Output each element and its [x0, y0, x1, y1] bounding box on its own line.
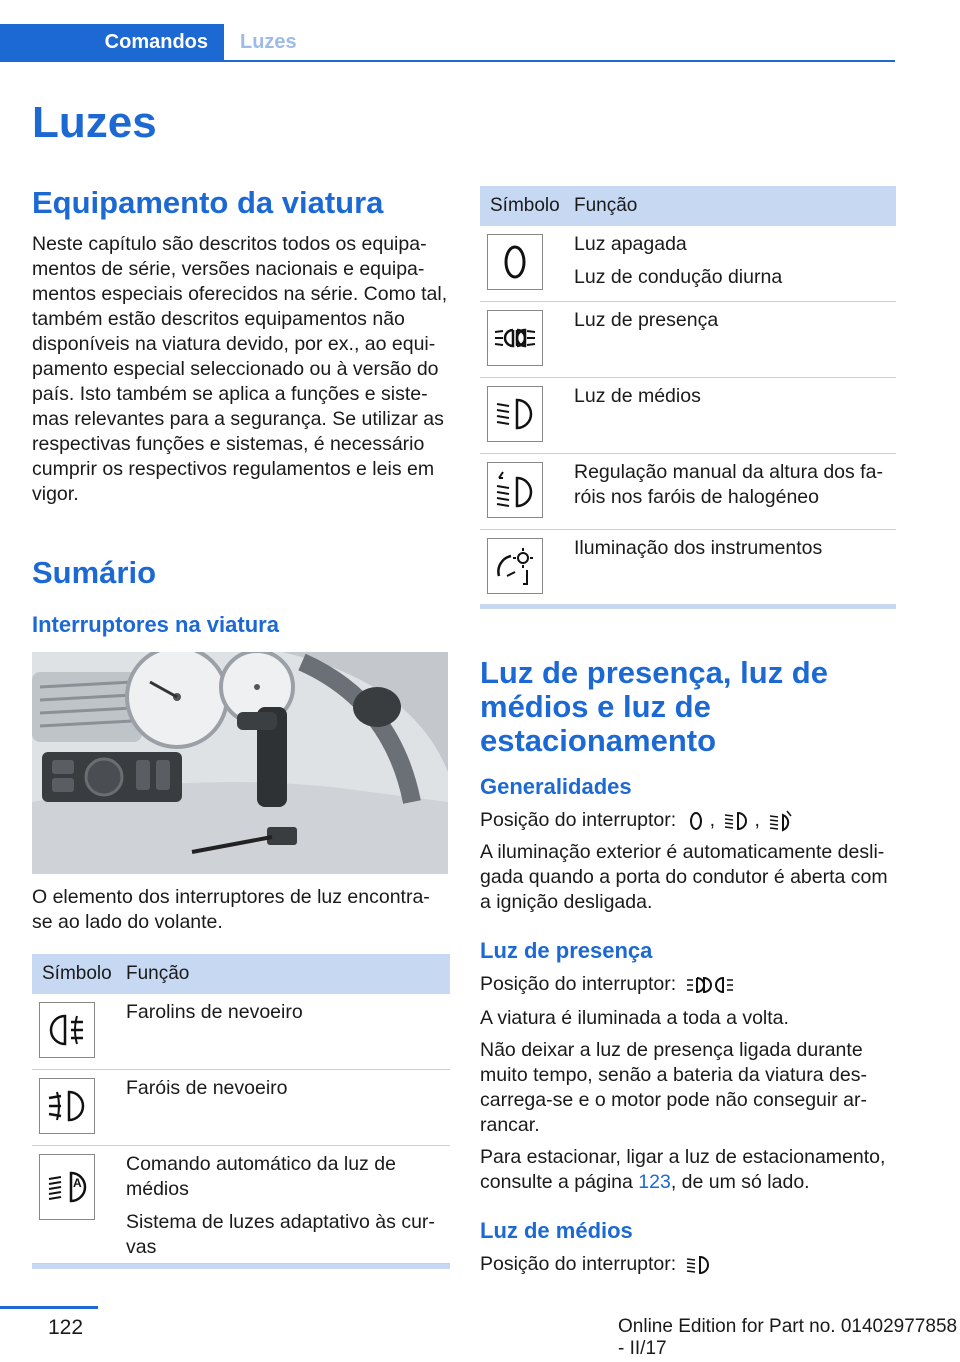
paragraph-elemento: O elemento dos interruptores de luz encontra-se ao lado do volante. [32, 886, 430, 933]
heading-interruptores: Interruptores na viatura [32, 612, 279, 637]
table-end-bar [32, 1264, 450, 1269]
table-row [32, 1146, 450, 1264]
heading-equipamento: Equipamento da viatura [32, 185, 384, 220]
auto-headlight-icon [39, 1154, 95, 1220]
heading-generalidades: Generalidades [480, 774, 632, 799]
heading-luz-medios: Luz de médios [480, 1218, 633, 1243]
row-function-text: Luz apagada [574, 233, 687, 255]
paragraph-para-estacionar [480, 1145, 896, 1195]
svg-text:A: A [73, 1176, 82, 1190]
label-posicao: Posição do interruptor: [480, 973, 677, 995]
text-um-so-lado: , de um só lado. [670, 1171, 810, 1193]
auto-headlight-icon [769, 810, 795, 832]
row-function-text: Iluminação dos instrumentos [574, 537, 823, 559]
table-row [32, 994, 450, 1070]
paragraph-iluminada: A viatura é iluminada a toda a volta. [480, 1007, 789, 1029]
parking-light-icon [487, 310, 543, 366]
separator: , [754, 809, 760, 831]
table-row [32, 1070, 450, 1146]
row-function-text: Comando automático da luz de médios [126, 1153, 396, 1200]
separator: , [709, 809, 716, 831]
row-function-text: Sistema de luzes adaptativo às curvas [126, 1211, 435, 1258]
headlight-range-icon [487, 462, 543, 518]
light-off-icon [686, 810, 706, 832]
tab-comandos[interactable]: Comandos [0, 24, 224, 61]
label-posicao: Posição do interruptor: [480, 1253, 677, 1275]
col-symbol: Símbolo [490, 195, 560, 216]
label-posicao: Posição do interruptor: [480, 809, 677, 831]
light-off-icon [487, 234, 543, 290]
table-row [480, 378, 896, 454]
row-function-text: Regulação manual da altura dos faróis nos faróis de halogéneo [574, 461, 883, 508]
table-row [480, 226, 896, 302]
paragraph-auto-off: A iluminação exterior é automaticamente desligada quando a porta do condutor é aberta com a ignição desligada. [480, 841, 888, 913]
dashboard-illustration [32, 652, 448, 874]
page-link-123[interactable]: 123 [638, 1171, 671, 1193]
low-beam-icon [487, 386, 543, 442]
right-symbol-table [480, 186, 896, 609]
dashboard-photo [32, 652, 448, 874]
edition-text: Online Edition for Part no. 01402977858 - II/17 [618, 1316, 958, 1359]
front-fog-light-icon [39, 1078, 95, 1134]
col-function: Função [126, 963, 190, 984]
row-function-text: Luz de condução diurna [574, 266, 783, 288]
paragraph-equipamento: Neste capítulo são descritos todos os equipamentos de série, versões nacionais e equipamentos especiais oferecidos na série. Como tal, também estão descritos equipamentos não disponíveis na viatura devido, por ex., ao equipamento especial seleccionado ou à versão do país. Isto também se aplica a funções e sistemas relevantes para a segurança. Se utilizar as respectivas funções e sistemas, é necessário cumprir os respectivos regulamentos e leis em vigor. [32, 233, 448, 505]
heading-luz-presenca: Luz de presença [480, 938, 653, 963]
paragraph-posicao-1 [480, 808, 896, 833]
table-row [480, 454, 896, 530]
heading-sumario: Sumário [32, 555, 157, 590]
paragraph-posicao-3 [480, 1252, 896, 1277]
col-function: Função [574, 195, 638, 216]
table-end-bar [480, 604, 896, 609]
row-function-text: Luz de médios [574, 385, 701, 407]
table-row [480, 302, 896, 378]
left-symbol-table [32, 954, 450, 1269]
col-symbol: Símbolo [42, 963, 112, 984]
header-bar [0, 24, 895, 62]
page-number: 122 [48, 1316, 84, 1339]
parking-light-icon [686, 974, 734, 996]
page-title: Luzes [32, 98, 157, 147]
tab-luzes[interactable]: Luzes [240, 31, 297, 53]
rear-fog-light-icon [39, 1002, 95, 1058]
heading-presenca-medios: Luz de presença, luz de médios e luz de estacionamento [480, 655, 828, 758]
footer-rule [0, 1306, 98, 1309]
row-function-text: Farolins de nevoeiro [126, 1001, 303, 1023]
text-para-estacionar: Para estacionar, ligar a luz de estacionamento, consulte a página [480, 1146, 886, 1193]
table-header [32, 954, 450, 994]
paragraph-nao-deixar: Não deixar a luz de presença ligada durante muito tempo, senão a bateria da viatura descarrega-se e o motor pode não conseguir arrancar. [480, 1039, 867, 1136]
table-header [480, 186, 896, 226]
low-beam-icon [686, 1254, 712, 1276]
row-function-text: Luz de presença [574, 309, 719, 331]
row-function-text: Faróis de nevoeiro [126, 1077, 288, 1099]
paragraph-posicao-2 [480, 972, 896, 997]
instrument-lighting-icon [487, 538, 543, 594]
table-row [480, 530, 896, 604]
low-beam-icon [724, 810, 750, 832]
